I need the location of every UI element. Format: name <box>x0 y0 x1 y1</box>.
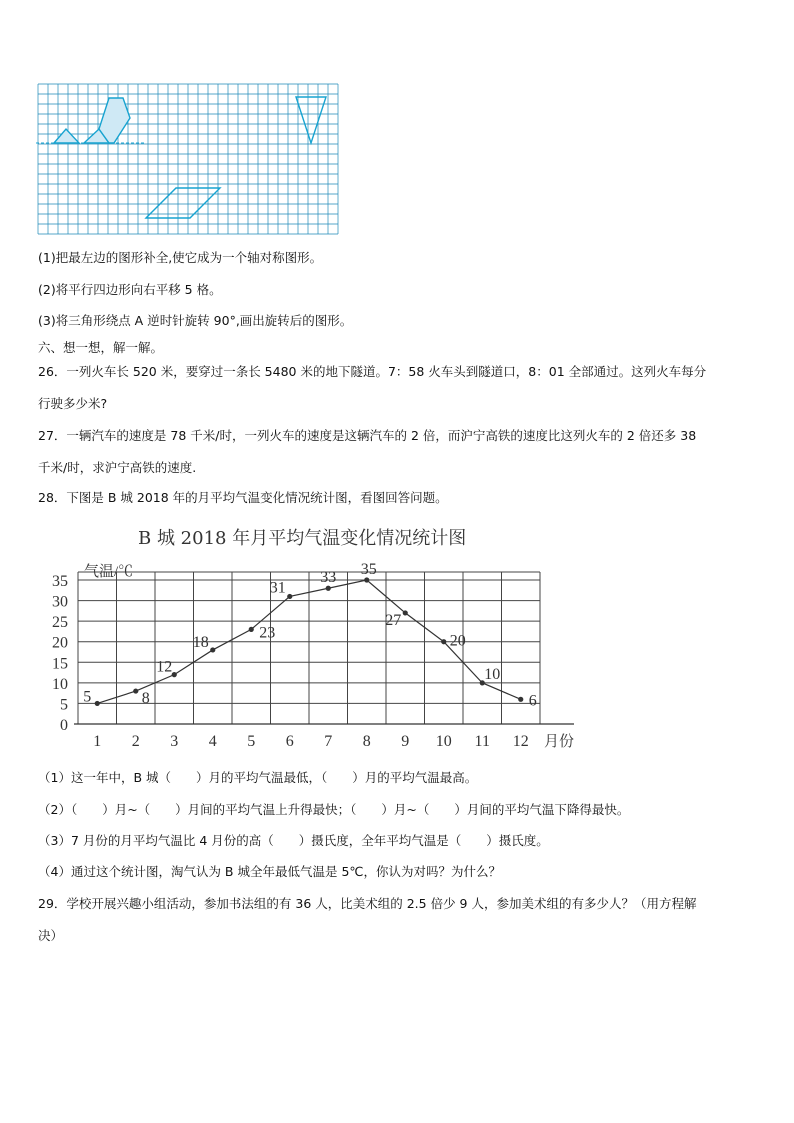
x-axis-label: 月份 <box>544 734 575 750</box>
x-tick-label: 3 <box>170 733 179 750</box>
problem-28-intro: 28．下图是 B 城 2018 年的月平均气温变化情况统计图，看图回答问题。 <box>38 490 448 505</box>
y-tick-label: 30 <box>52 593 68 611</box>
x-tick-label: 12 <box>512 733 529 750</box>
problem-27-line-2: 千米/时，求沪宁高铁的速度. <box>38 460 197 475</box>
problem-28-q2: （2）（ ）月~（ ）月间的平均气温上升得最快；（ ）月~（ ）月间的平均气温下降得最快。 <box>38 802 630 817</box>
x-tick-label: 7 <box>324 733 333 750</box>
problem-28-q3: （3）7 月份的月平均气温比 4 月份的高（ ）摄氏度，全年平均气温是（ ）摄氏度。 <box>38 833 549 848</box>
x-tick-label: 9 <box>401 733 410 750</box>
temperature-line-chart <box>30 552 590 752</box>
chart-data-labels <box>83 561 537 709</box>
data-point <box>287 594 292 599</box>
half-figure <box>54 98 130 143</box>
x-tick-label: 8 <box>362 733 371 750</box>
x-tick-label: 5 <box>247 733 256 750</box>
data-label: 10 <box>484 665 501 683</box>
grid-lines <box>38 84 338 234</box>
problem-28-q1: （1）这一年中，B 城（ ）月的平均气温最低，（ ）月的平均气温最高。 <box>38 770 478 785</box>
x-tick-label: 10 <box>435 733 452 750</box>
data-label: 35 <box>360 561 377 578</box>
problem-27-line-1: 27．一辆汽车的速度是 78 千米/时，一列火车的速度是这辆汽车的 2 倍，而沪宁高铁的速度比这列火车的 2 倍还多 38 <box>38 428 697 443</box>
chart-x-ticks <box>93 733 529 750</box>
y-tick-label: 5 <box>60 696 68 714</box>
x-tick-label: 4 <box>208 733 217 750</box>
y-tick-label: 15 <box>52 655 68 673</box>
question-2: (2)将平行四边形向右平移 5 格。 <box>38 282 222 297</box>
data-point <box>441 639 446 644</box>
problem-28-q4: （4）通过这个统计图，淘气认为 B 城全年最低气温是 5℃，你认为对吗？为什么？ <box>38 864 501 879</box>
y-tick-label: 0 <box>60 717 68 734</box>
data-point <box>133 688 138 693</box>
data-point <box>172 672 177 677</box>
problem-26-line-1: 26．一列火车长 520 米，要穿过一条长 5480 米的地下隧道。7：58 火车头到隧道口，8：01 全部通过。这列火车每分 <box>38 364 707 379</box>
data-label: 18 <box>192 633 209 651</box>
data-point <box>326 586 331 591</box>
data-point <box>364 577 369 582</box>
chart-y-ticks <box>52 573 68 734</box>
data-point <box>403 610 408 615</box>
data-point <box>210 647 215 652</box>
grid-figure <box>36 82 346 238</box>
y-tick-label: 35 <box>52 573 68 590</box>
data-label: 33 <box>320 569 337 587</box>
problem-29-line-2: 决） <box>38 928 64 943</box>
data-label: 20 <box>449 632 466 650</box>
data-label: 31 <box>269 579 286 597</box>
chart-title: B 城 2018 年月平均气温变化情况统计图 <box>138 528 467 549</box>
y-tick-label: 20 <box>52 634 68 652</box>
question-1: (1)把最左边的图形补全,使它成为一个轴对称图形。 <box>38 250 323 265</box>
data-label: 8 <box>141 690 150 708</box>
data-point <box>95 701 100 706</box>
y-tick-label: 10 <box>52 675 68 693</box>
x-tick-label: 6 <box>285 733 294 750</box>
x-tick-label: 1 <box>93 733 102 750</box>
data-label: 23 <box>259 624 276 642</box>
problem-29-line-1: 29．学校开展兴趣小组活动，参加书法组的有 36 人，比美术组的 2.5 倍少 9 人，参加美术组的有多少人？（用方程解 <box>38 896 697 911</box>
x-tick-label: 11 <box>474 733 490 750</box>
data-label: 6 <box>528 692 537 710</box>
question-3: (3)将三角形绕点 A 逆时针旋转 90°,画出旋转后的图形。 <box>38 313 353 328</box>
section-heading: 六、想一想，解一解。 <box>38 340 164 355</box>
parallelogram <box>146 188 220 218</box>
data-point <box>518 697 523 702</box>
data-label: 12 <box>156 658 173 676</box>
y-axis-label: 气温/℃ <box>84 564 134 580</box>
data-label: 5 <box>83 688 92 706</box>
data-point <box>249 627 254 632</box>
y-tick-label: 25 <box>52 614 68 632</box>
x-tick-label: 2 <box>131 733 140 750</box>
data-label: 27 <box>385 611 402 629</box>
problem-26-line-2: 行驶多少米? <box>38 396 108 411</box>
